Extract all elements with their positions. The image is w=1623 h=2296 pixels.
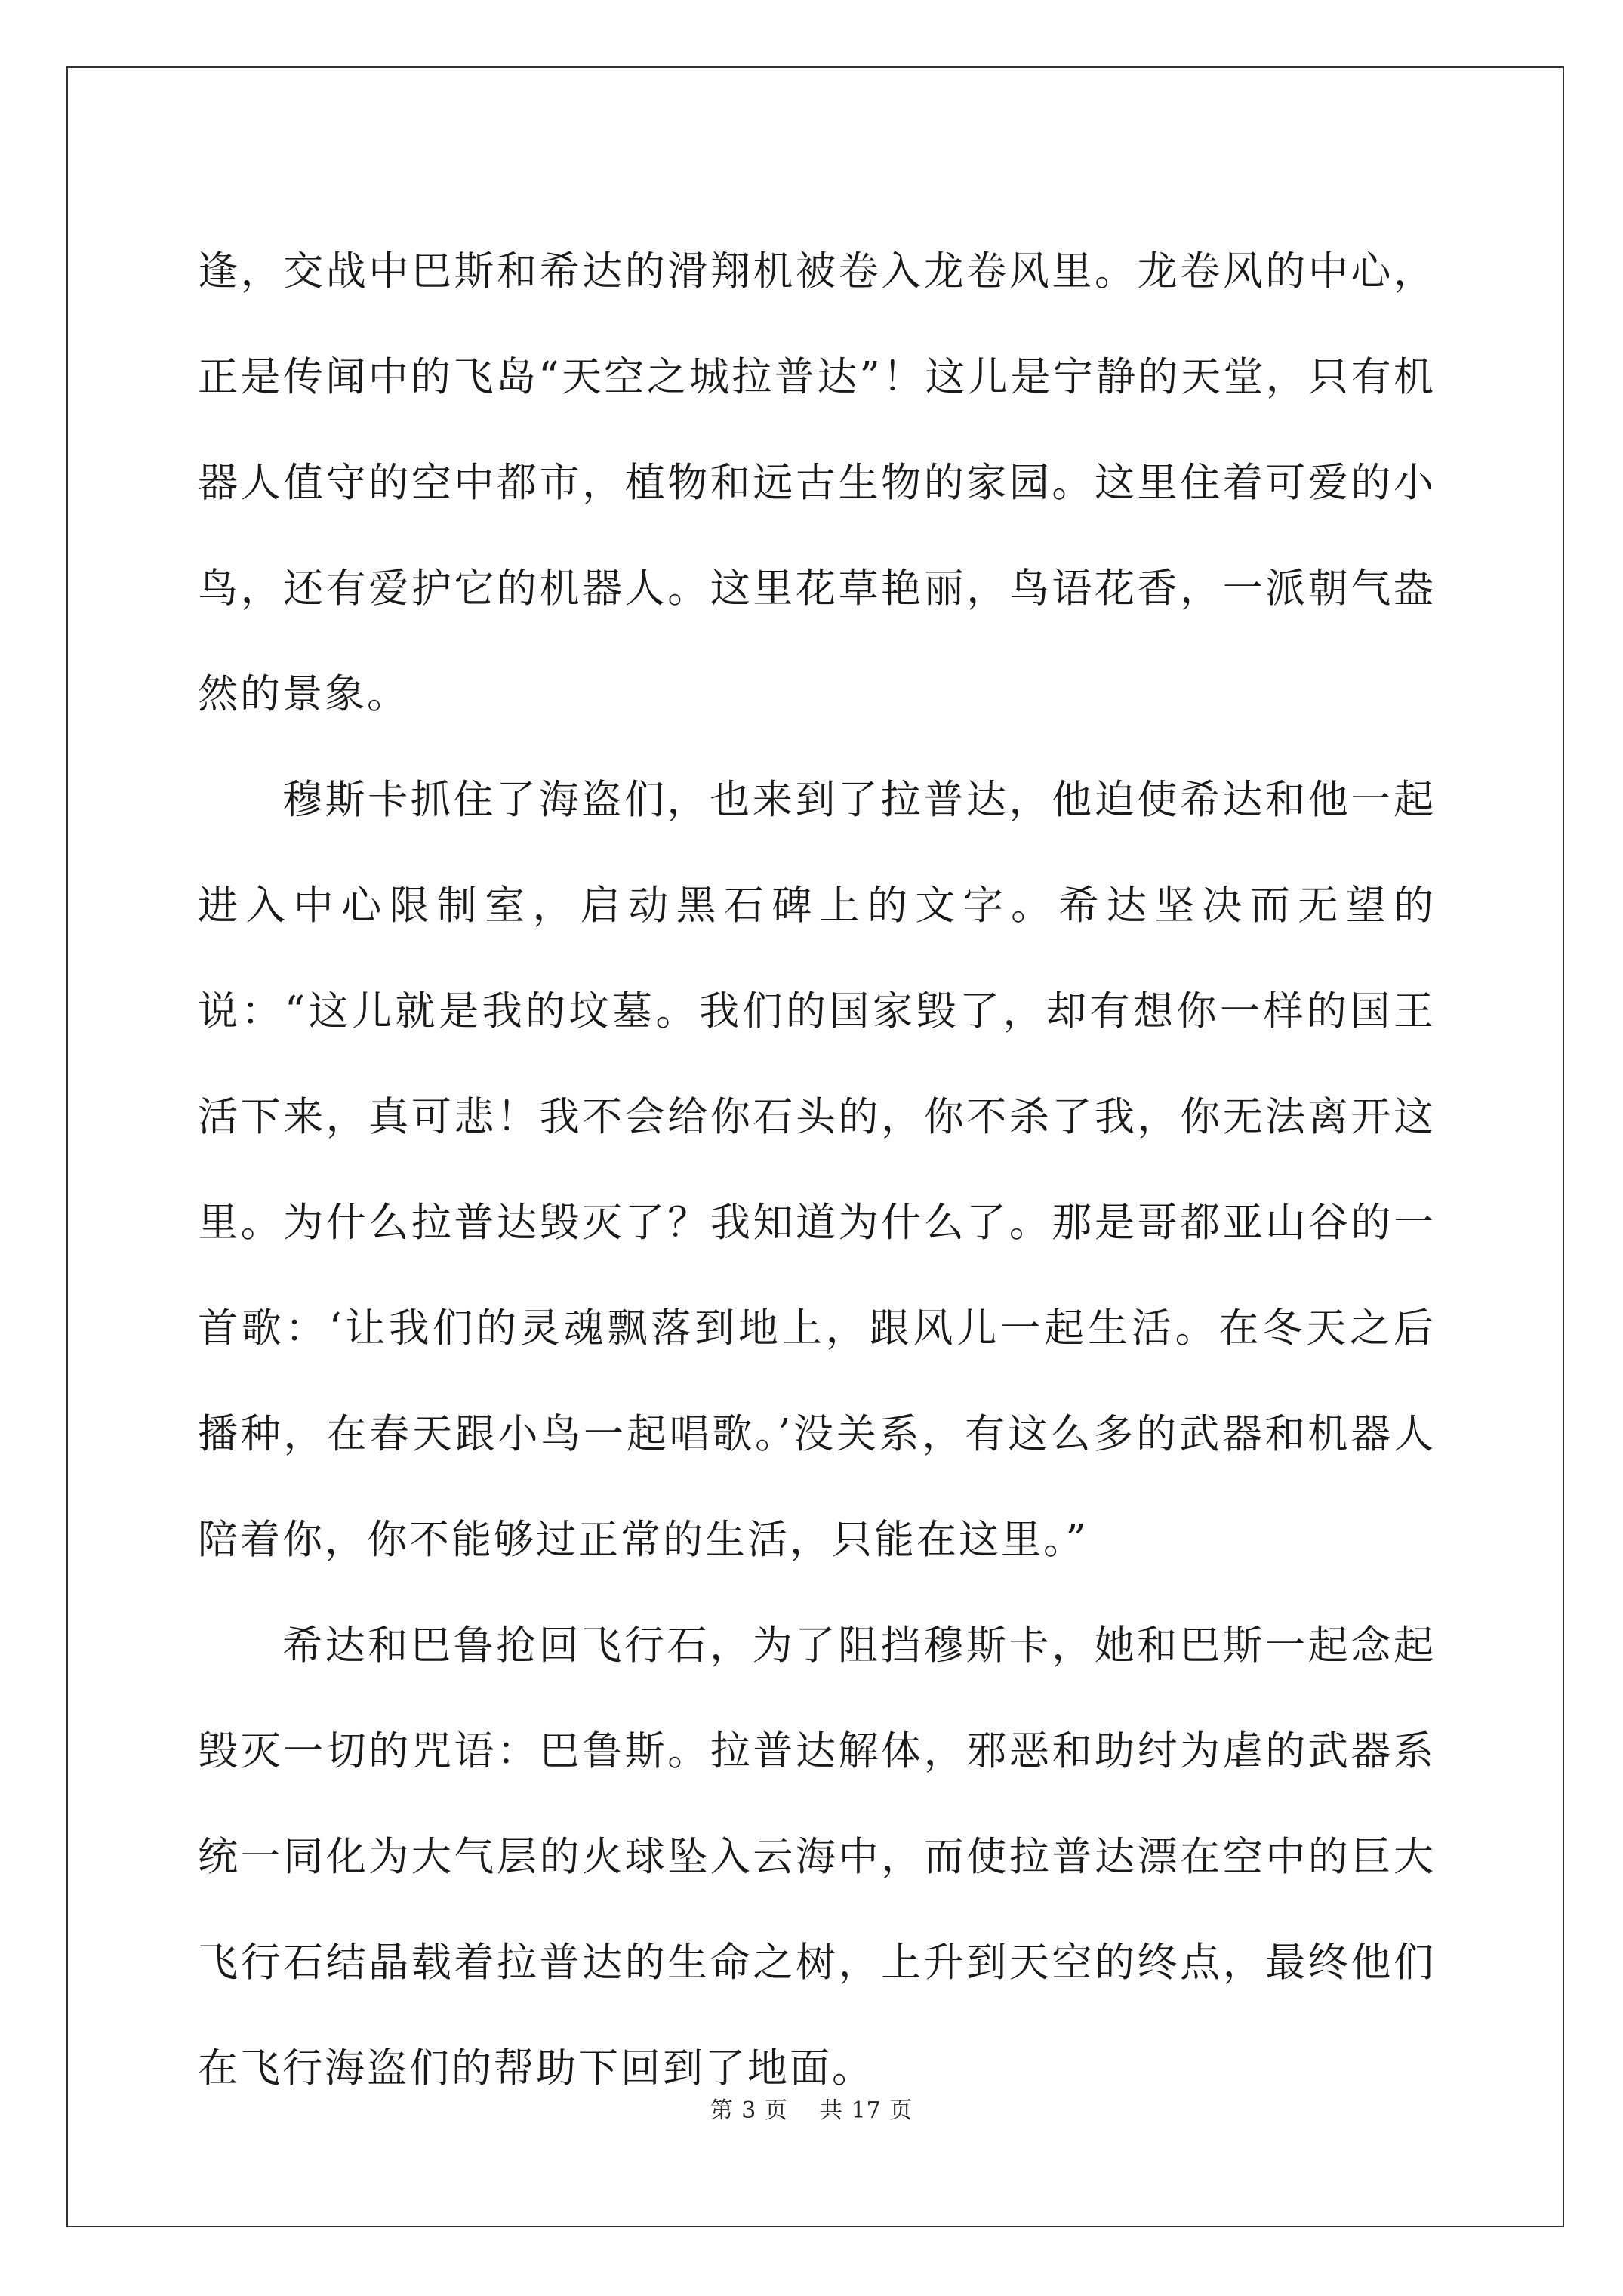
paragraph-1: 逢，交战中巴斯和希达的滑翔机被卷入龙卷风里。龙卷风的中心，正是传闻中的飞岛“天空之城拉普达”！这儿是宁静的天堂，只有机器人值守的空中都市，植物和远古生物的家园。这里住着可爱的小鸟，还有爱护它的机器人。这里花草艳丽，鸟语花香，一派朝气盎然的景象。 — [198, 248, 1436, 717]
document-body — [198, 219, 1436, 2122]
page-footer — [0, 2091, 1623, 2125]
page-number: 第 3 页 — [710, 2097, 788, 2124]
total-pages: 共 17 页 — [820, 2097, 913, 2124]
paragraph-2: 穆斯卡抓住了海盗们，也来到了拉普达，他迫使希达和他一起进入中心限制室，启动黑石碑上的文字。希达坚决而无望的说：“这儿就是我的坟墓。我们的国家毁了，却有想你一样的国王活下来，真可悲！我不会给你石头的，你不杀了我，你无法离开这里。为什么拉普达毁灭了？我知道为什么了。那是哥都亚山谷的一首歌：‘让我们的灵魂飘落到地上，跟风儿一起生活。在冬天之后播种，在春天跟小鸟一起唱歌。’没关系，有这么多的武器和机器人陪着你，你不能够过正常的生活，只能在这里。” — [198, 777, 1436, 1563]
paragraph-3: 希达和巴鲁抢回飞行石，为了阻挡穆斯卡，她和巴斯一起念起毁灭一切的咒语：巴鲁斯。拉普达解体，邪恶和助纣为虐的武器系统一同化为大气层的火球坠入云海中，而使拉普达漂在空中的巨大飞行石结晶载着拉普达的生命之树，上升到天空的终点，最终他们在飞行海盗们的帮助下回到了地面。 — [198, 1623, 1436, 2091]
